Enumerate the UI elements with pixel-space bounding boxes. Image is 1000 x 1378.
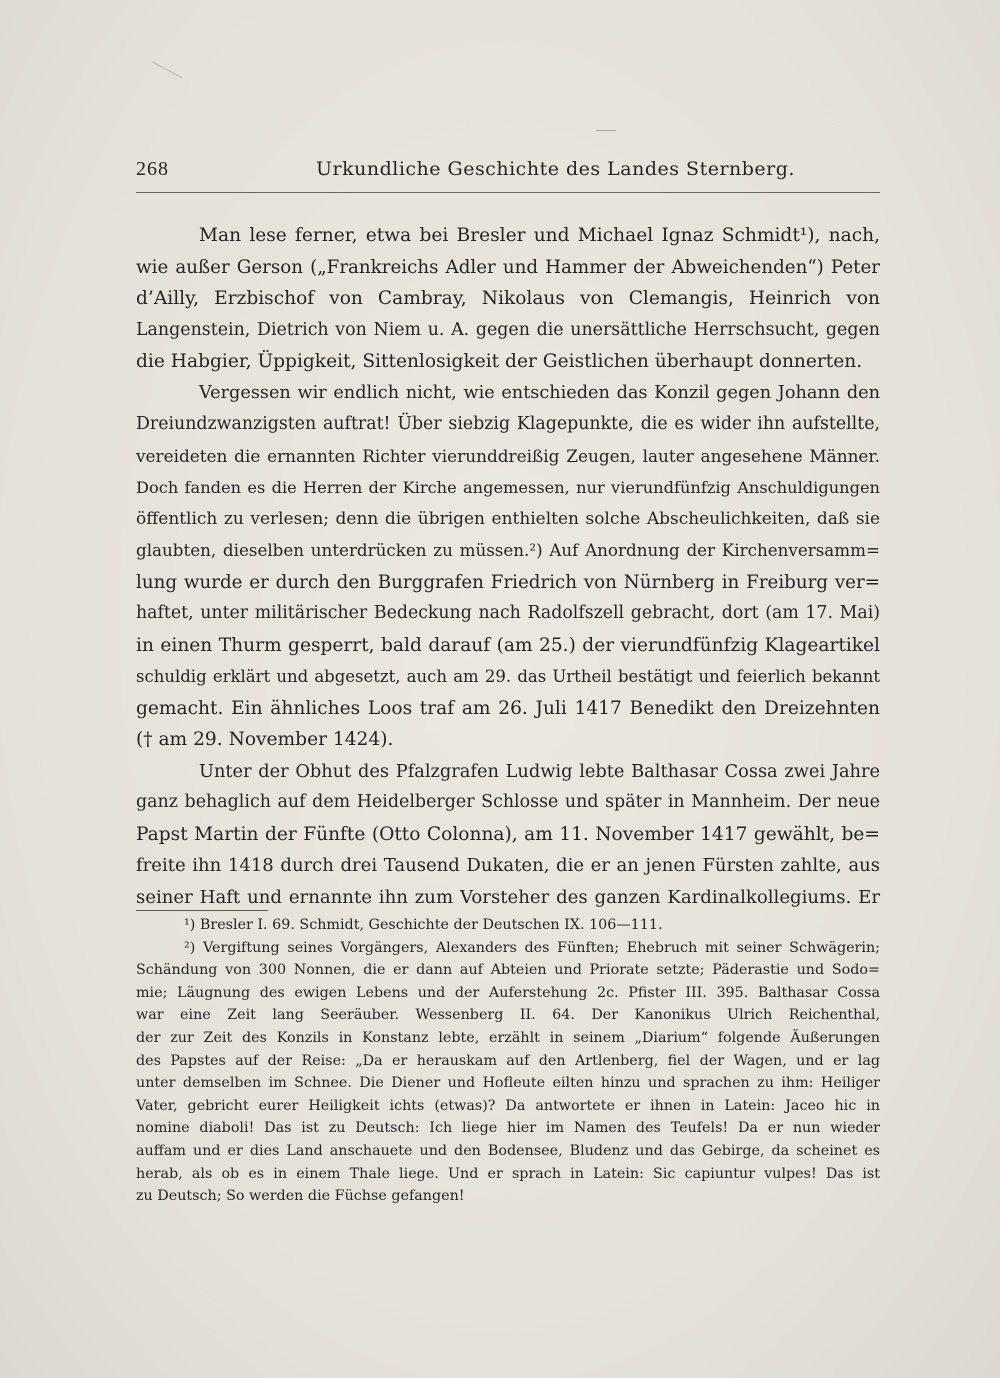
- page-header: [136, 156, 880, 193]
- footnote-line: auffam und er dies Land anschauete und den Bodensee, Bludenz und das Gebirge, da scheinet es: [136, 1142, 880, 1159]
- footnote-line: war eine Zeit lang Seeräuber. Wessenberg II. 64. Der Kanonikus Ulrich Reichenthal,: [136, 1007, 880, 1024]
- running-title: Urkundliche Geschichte des Landes Sternberg.: [316, 158, 795, 180]
- text-line: öffentlich zu verlesen; denn die übrigen enthielten solche Abscheulichkeiten, daß sie: [136, 508, 880, 529]
- footnote-line: der zur Zeit des Konzils in Konstanz lebte, erzählt in seinem „Diarium“ folgende Äußerungen: [136, 1029, 880, 1046]
- text-line: d’Ailly, Erzbischof von Cambray, Nikolaus von Clemangis, Heinrich von: [136, 288, 880, 309]
- footnote-line: Schändung von 300 Nonnen, die er dann auf Abteien und Priorate setzte; Päderastie und Sodo=: [136, 962, 880, 979]
- footnote-line: zu Deutsch; So werden die Füchse gefangen!: [136, 1188, 465, 1205]
- text-line: schuldig erklärt und abgesetzt, auch am 29. das Urtheil bestätigt und feierlich bekannt: [136, 667, 880, 686]
- footnote-divider: [136, 910, 268, 911]
- text-line: († am 29. November 1424).: [136, 729, 394, 750]
- text-line: glaubten, dieselben unterdrücken zu müssen.²) Auf Anordnung der Kirchenversamm=: [136, 540, 880, 560]
- text-line: Man lese ferner, etwa bei Bresler und Michael Ignaz Schmidt¹), nach,: [199, 225, 880, 246]
- text-line: Vergessen wir endlich nicht, wie entschieden das Konzil gegen Johann den: [199, 382, 880, 403]
- text-line: Dreiundzwanzigsten auftrat! Über siebzig Klagepunkte, die es wider ihn aufstellte,: [136, 414, 880, 434]
- main-text: [136, 220, 880, 913]
- footnote-line: des Papstes auf der Reise: „Da er herauskam auf den Artlenberg, fiel der Wagen, und er lag: [136, 1052, 880, 1069]
- footnote-line: ¹) Bresler I. 69. Schmidt, Geschichte der Deutschen IX. 106—111.: [184, 917, 663, 933]
- footnote-line: Vater, gebricht eurer Heiligkeit ichts (etwas)? Da antwortete er ihnen in Latein: Jaceo hic in: [136, 1097, 880, 1114]
- footnote-line: nomine diaboli! Das ist zu Deutsch: Ich liege hier im Namen des Teufels! Da er nun wieder: [136, 1120, 880, 1137]
- text-line: gemacht. Ein ähnliches Loos traf am 26. Juli 1417 Benedikt den Dreizehnten: [136, 697, 880, 719]
- text-line: Papst Martin der Fünfte (Otto Colonna), am 11. November 1417 gewählt, be=: [136, 823, 880, 845]
- footnote-line: unter demselben im Schnee. Die Diener und Hofleute eilten hinzu und sprachen zu ihm: Heiliger: [136, 1075, 880, 1092]
- margin-dash-mark: [596, 130, 616, 131]
- text-line: lung wurde er durch den Burggrafen Friedrich von Nürnberg in Freiburg ver=: [136, 571, 880, 593]
- text-line: seiner Haft und ernannte ihn zum Vorsteher des ganzen Kardinalkollegiums. Er: [136, 886, 880, 908]
- text-line: wie außer Gerson („Frankreichs Adler und Hammer der Abweichenden“) Peter: [136, 256, 880, 278]
- text-line: haftet, unter militärischer Bedeckung nach Radolfszell gebracht, dort (am 17. Mai): [136, 603, 880, 623]
- footnote-line: herab, als ob es in einem Thale liege. Und er sprach in Latein: Sic capiuntur vulpes! Das ist: [136, 1165, 880, 1182]
- text-line: Doch fanden es die Herren der Kirche angemessen, nur vierundfünfzig Anschuldigungen: [136, 478, 880, 497]
- text-line: ganz behaglich auf dem Heidelberger Schlosse und später in Mannheim. Der neue: [136, 792, 880, 812]
- footnote-line: ²) Vergiftung seines Vorgängers, Alexanders des Fünften; Ehebruch mit seiner Schwägerin;: [184, 939, 880, 956]
- text-line: Unter der Obhut des Pfalzgrafen Ludwig lebte Balthasar Cossa zwei Jahre: [199, 760, 880, 782]
- text-line: freite ihn 1418 durch drei Tausend Dukaten, die er an jenen Fürsten zahlte, aus: [136, 855, 880, 876]
- text-line: vereideten die ernannten Richter vierunddreißig Zeugen, lauter angesehene Männer.: [136, 445, 880, 466]
- text-line: Langenstein, Dietrich von Niem u. A. gegen die unersättliche Herrschsucht, gegen: [136, 319, 880, 340]
- footnotes: [136, 914, 880, 1208]
- page-number: 268: [136, 158, 169, 180]
- text-line: in einen Thurm gesperrt, bald darauf (am 25.) der vierundfünfzig Klageartikel: [136, 634, 880, 656]
- margin-pencil-mark: [142, 61, 183, 97]
- footnote-line: mie; Läugnung des ewigen Lebens und der Auferstehung 2c. Pfister III. 395. Balthasar Cossa: [136, 984, 880, 1001]
- text-line: die Habgier, Üppigkeit, Sittenlosigkeit der Geistlichen überhaupt donnerten.: [136, 351, 863, 372]
